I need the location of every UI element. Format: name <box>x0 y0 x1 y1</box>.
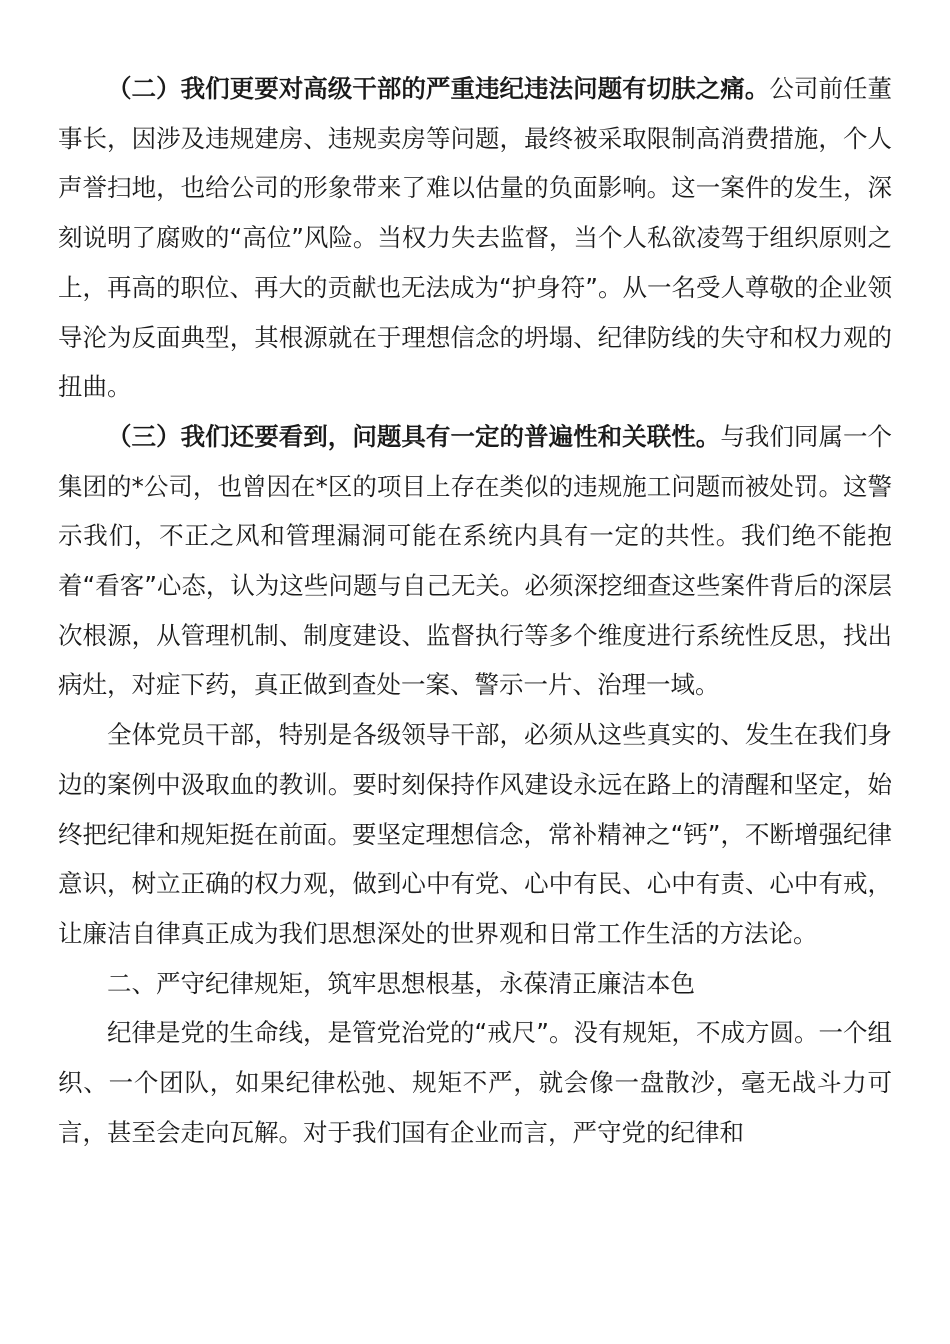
paragraph-final: 纪律是党的生命线，是管党治党的“戒尺”。没有规矩，不成方圆。一个组织、一个团队，如果纪律松弛、规矩不严，就会像一盘散沙，毫无战斗力可言，甚至会走向瓦解。对于我们国有企业而言，严守党的纪律和 <box>58 1018 892 1147</box>
paragraph-lead: （三）我们还要看到，问题具有一定的普遍性和关联性。 <box>107 421 721 451</box>
paragraph-lead: （二）我们更要对高级干部的严重违纪违法问题有切肤之痛。 <box>107 74 770 103</box>
section-title: 二、严守纪律规矩，筑牢思想根基，永葆清正廉洁本色 <box>107 968 695 998</box>
paragraph-summary <box>58 710 892 959</box>
paragraph-3 <box>58 412 892 710</box>
paragraph-2 <box>58 64 892 412</box>
paragraph-body: 公司前任董事长，因涉及违规建房、违规卖房等问题，最终被采取限制高消费措施，个人声誉扫地，也给公司的形象带来了难以估量的负面影响。这一案件的发生，深刻说明了腐败的“高位”风险。当权力失去监督，当个人私欲凌驾于组织原则之上，再高的职位、再大的贡献也无法成为“护身符”。从一名受人尊敬的企业领导沦为反面典型，其根源就在于理想信念的坍塌、纪律防线的失守和权力观的扭曲。 <box>58 74 893 402</box>
paragraph-body: 与我们同属一个集团的*公司，也曾因在*区的项目上存在类似的违规施工问题而被处罚。这警示我们，不正之风和管理漏洞可能在系统内具有一定的共性。我们绝不能抱着“看客”心态，认为这些问题与自己无关。必须深挖细查这些案件背后的深层次根源，从管理机制、制度建设、监督执行等多个维度进行系统性反思，找出病灶，对症下药，真正做到查处一案、警示一片、治理一域。 <box>58 421 893 700</box>
paragraph-body: 全体党员干部，特别是各级领导干部，必须从这些真实的、发生在我们身边的案例中汲取血的教训。要时刻保持作风建设永远在路上的清醒和坚定，始终把纪律和规矩挺在前面。要坚定理想信念，常补精神之“钙”，不断增强纪律意识，树立正确的权力观，做到心中有党、心中有民、心中有责、心中有戒，让廉洁自律真正成为我们思想深处的世界观和日常工作生活的方法论。 <box>58 720 892 948</box>
document-page <box>58 64 892 1157</box>
